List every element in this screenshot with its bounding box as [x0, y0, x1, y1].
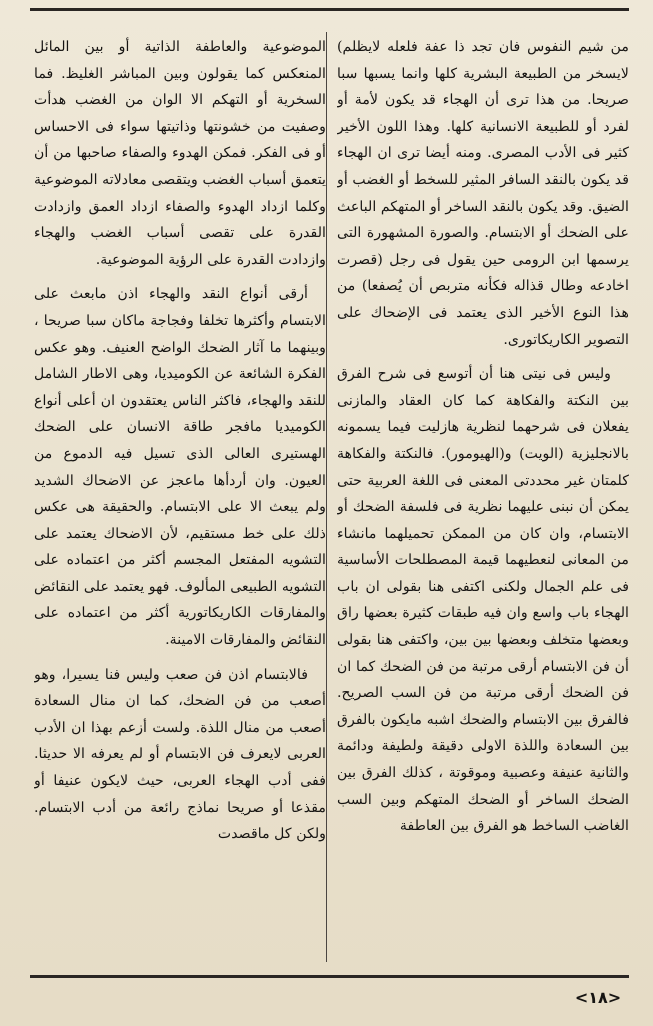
left-paragraph-2: أرقى أنواع النقد والهجاء اذن مابعث على الابتسام وأكثرها تخلفا وفجاجة ماكان سبا صريحا ، وبينهما ما آثار الضحك الواضح العنيف. وهو عكس الفكرة الشائعة عن الكوميديا، وهى الاطار الشامل للنقد والهجاء، فاكثر الناس يعتقدون ان أعلى أنواع الكوميديا مافجر طاقة الانسان على الضحك الهستيرى العالى الذى تسيل فيه الدموع من العيون. وان أردأها ماعجز عن الاضحاك الشديد ولم يبعث الا على الابتسام. والحقيقة هى عكس ذلك على خط مستقيم، لأن الاضحاك يعتمد على التشويه المفتعل المجسم أكثر من اعتماده على التشويه الطبيعى المألوف. فهو يعتمد على النقائض والمفارقات الكاريكاتورية أكثر من اعتماده على النقائض والمفارقات الامينة. — [34, 286, 326, 649]
right-paragraph-1: من شيم النفوس فان تجد ذا عفة فلعله لايظلم) لايسخر من الطبيعة البشرية كلها وانما يسبها سبا صريحا. من هذا ترى أن الهجاء قد يكون لأمة أو لفرد أو للطبيعة الانسانية كلها. وهذا اللون الأخير كثير فى الأدب المصرى. ومنه أيضا ترى ان الهجاء قد يكون بالنقد السافر المثير للسخط أو الغضب أو الضيق. وقد يكون بالنقد الساخر أو المتهكم الباعث على الضحك أو الابتسام. والصورة المشهورة التى يرسمها ابن الرومى حين يقول فى رجل (قصرت اخادعه وطال قذاله فكأنه متربص أن يُصفعا) من هذا النوع الأخير الذى يعتمد فى الإضحاك على التصوير الكاريكاتورى. — [337, 39, 629, 348]
right-column — [337, 34, 629, 964]
left-paragraph-3: فالابتسام اذن فن صعب وليس فنا يسيرا، وهو أصعب من فن الضحك، كما ان منال السعادة أصعب من منال اللذة. ولست أزعم بهذا ان الأدب العربى لايعرف فن الابتسام أو لم يعرفه الا حديثا. ففى أدب الهجاء العربى، حيث لايكون عنيفا أو مقذعا أو صريحا نماذج رائعة من أدب الابتسام. ولكن كل ماقصدت — [34, 666, 326, 843]
top-rule — [30, 8, 629, 11]
left-column — [34, 34, 326, 964]
column-divider — [326, 32, 327, 962]
left-paragraph-1: الموضوعية والعاطفة الذاتية أو بين المائل المنعكس كما يقولون وبين المباشر الغليظ. فما السخرية أو التهكم الا الوان من الغضب هدأت وصفيت من خشونتها وذاتيتها سواء فى الاحساس أو فى الفكر. فمكن الهدوء والصفاء صاحبها من أن يتعمق أسباب الغضب ويتقصى معادلاته الموضوعية وكلما ازداد الهدوء والصفاء ازداد العمق وازدادت القدرة على تقصى أسباب الغضب والهجاء وازدادت القدرة على الرؤية الموضوعية. — [34, 39, 326, 268]
right-paragraph-2: وليس فى نيتى هنا أن أتوسع فى شرح الفرق بين النكتة والفكاهة كما كان العقاد والمازنى يفعلان فى شرحهما لنظرية هازليت فيما يسمونه بالانجليزية (الويت) و(الهيومور). فالنكتة والفكاهة كلمتان غير محددتى المعنى فى اللغة العربية حتى يمكن أن نبنى عليهما نظرية فى فلسفة الضحك أو الابتسام، وان كان من الممكن تحميلهما مانشاء من المعانى لنعطيهما قيمة المصطلحات الأساسية فى علم الجمال ولكنى اكتفى هنا بقولى ان باب الهجاء باب واسع وان فيه طبقات كثيرة بعضها راق وبعضها متخلف وبعضها بين بين، واكتفى هنا بقولى أن فن الابتسام أرقى مرتبة من فن الضحك كما ان فن الضحك أرقى مرتبة من فن السب الصريح. فالفرق بين الابتسام والضحك اشبه مايكون بالفرق بين السعادة واللذة الاولى دقيقة ولطيفة ودائمة والثانية عنيفة وعصبية وموقوتة ، كذلك الفرق بين الضحك الساخر أو الضحك المتهكم وبين السب الغاضب الساخط هو الفرق بين العاطفة — [337, 366, 629, 835]
bottom-rule — [30, 975, 629, 978]
page-number: <١٨> — [574, 988, 622, 1007]
